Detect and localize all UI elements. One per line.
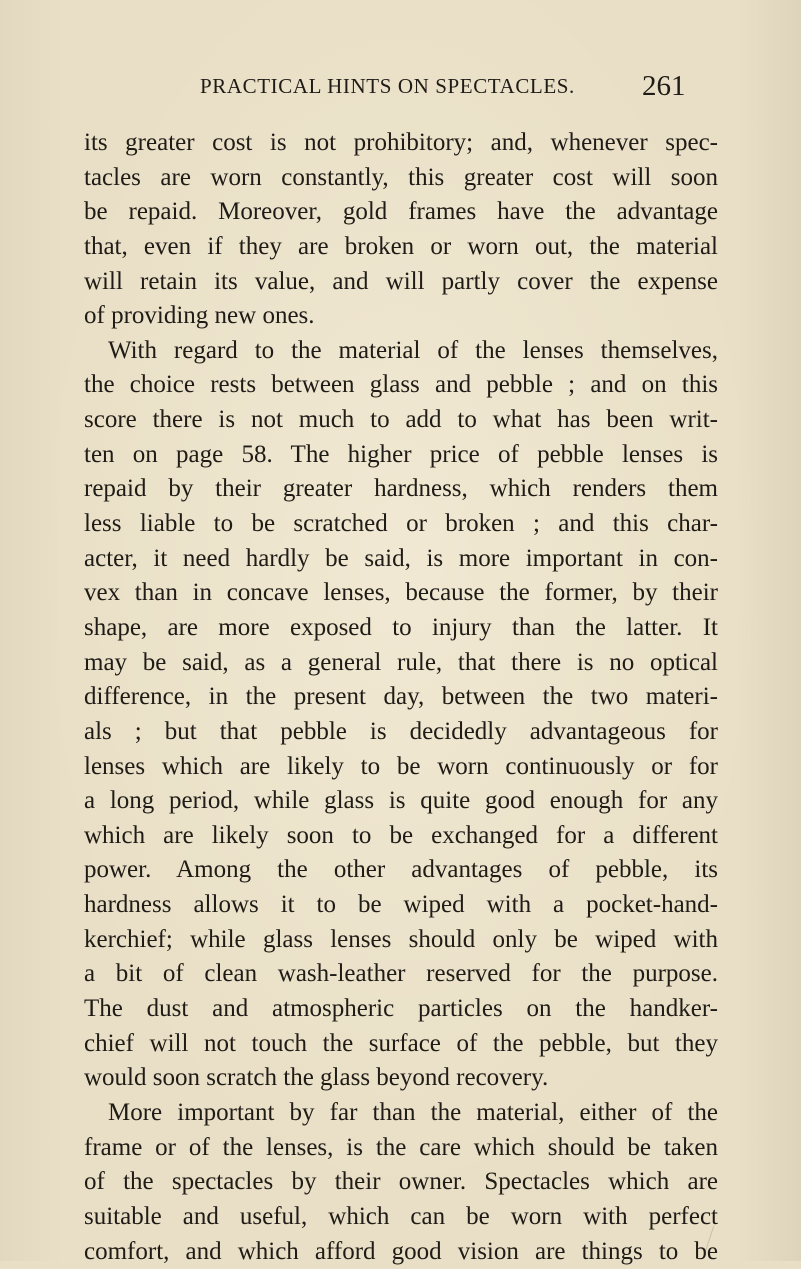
text-line: shape, are more exposed to injury than the latter. It xyxy=(84,611,718,646)
text-line: comfort, and which afford good vision are things to be xyxy=(84,1235,718,1269)
body-text xyxy=(84,126,718,1269)
text-line: be repaid. Moreover, gold frames have the advantage xyxy=(84,195,718,230)
text-line: vex than in concave lenses, because the former, by their xyxy=(84,576,718,611)
text-line: that, even if they are broken or worn out, the material xyxy=(84,230,718,265)
text-line: kerchief; while glass lenses should only be wiped with xyxy=(84,923,718,958)
text-line: would soon scratch the glass beyond recovery. xyxy=(84,1061,718,1096)
text-line: hardness allows it to be wiped with a pocket-hand- xyxy=(84,888,718,923)
text-line: acter, it need hardly be said, is more important in con- xyxy=(84,542,718,577)
text-line: of the spectacles by their owner. Spectacles which are xyxy=(84,1165,718,1200)
text-line: lenses which are likely to be worn continuously or for xyxy=(84,750,718,785)
page-number: 261 xyxy=(642,70,686,103)
text-line: als ; but that pebble is decidedly advantageous for xyxy=(84,715,718,750)
text-line: a long period, while glass is quite good enough for any xyxy=(84,784,718,819)
text-line: difference, in the present day, between the two materi- xyxy=(84,680,718,715)
text-line: of providing new ones. xyxy=(84,299,718,334)
text-line: suitable and useful, which can be worn with perfect xyxy=(84,1200,718,1235)
text-line: less liable to be scratched or broken ; and this char- xyxy=(84,507,718,542)
text-line: power. Among the other advantages of pebble, its xyxy=(84,853,718,888)
text-line: which are likely soon to be exchanged for a different xyxy=(84,819,718,854)
text-line: tacles are worn constantly, this greater cost will soon xyxy=(84,161,718,196)
text-line: a bit of clean wash-leather reserved for the purpose. xyxy=(84,957,718,992)
text-line: the choice rests between glass and pebble ; and on this xyxy=(84,368,718,403)
text-line: The dust and atmospheric particles on the handker- xyxy=(84,992,718,1027)
text-line: its greater cost is not prohibitory; and, whenever spec- xyxy=(84,126,718,161)
running-title: PRACTICAL HINTS ON SPECTACLES. xyxy=(200,74,575,99)
text-line: More important by far than the material, either of the xyxy=(84,1096,718,1131)
text-line: chief will not touch the surface of the pebble, but they xyxy=(84,1027,718,1062)
text-line: ten on page 58. The higher price of pebble lenses is xyxy=(84,438,718,473)
text-line: With regard to the material of the lenses themselves, xyxy=(84,334,718,369)
text-line: may be said, as a general rule, that there is no optical xyxy=(84,646,718,681)
running-header xyxy=(0,72,801,106)
text-line: will retain its value, and will partly cover the expense xyxy=(84,265,718,300)
text-line: repaid by their greater hardness, which renders them xyxy=(84,472,718,507)
text-line: frame or of the lenses, is the care which should be taken xyxy=(84,1131,718,1166)
text-line: score there is not much to add to what has been writ- xyxy=(84,403,718,438)
